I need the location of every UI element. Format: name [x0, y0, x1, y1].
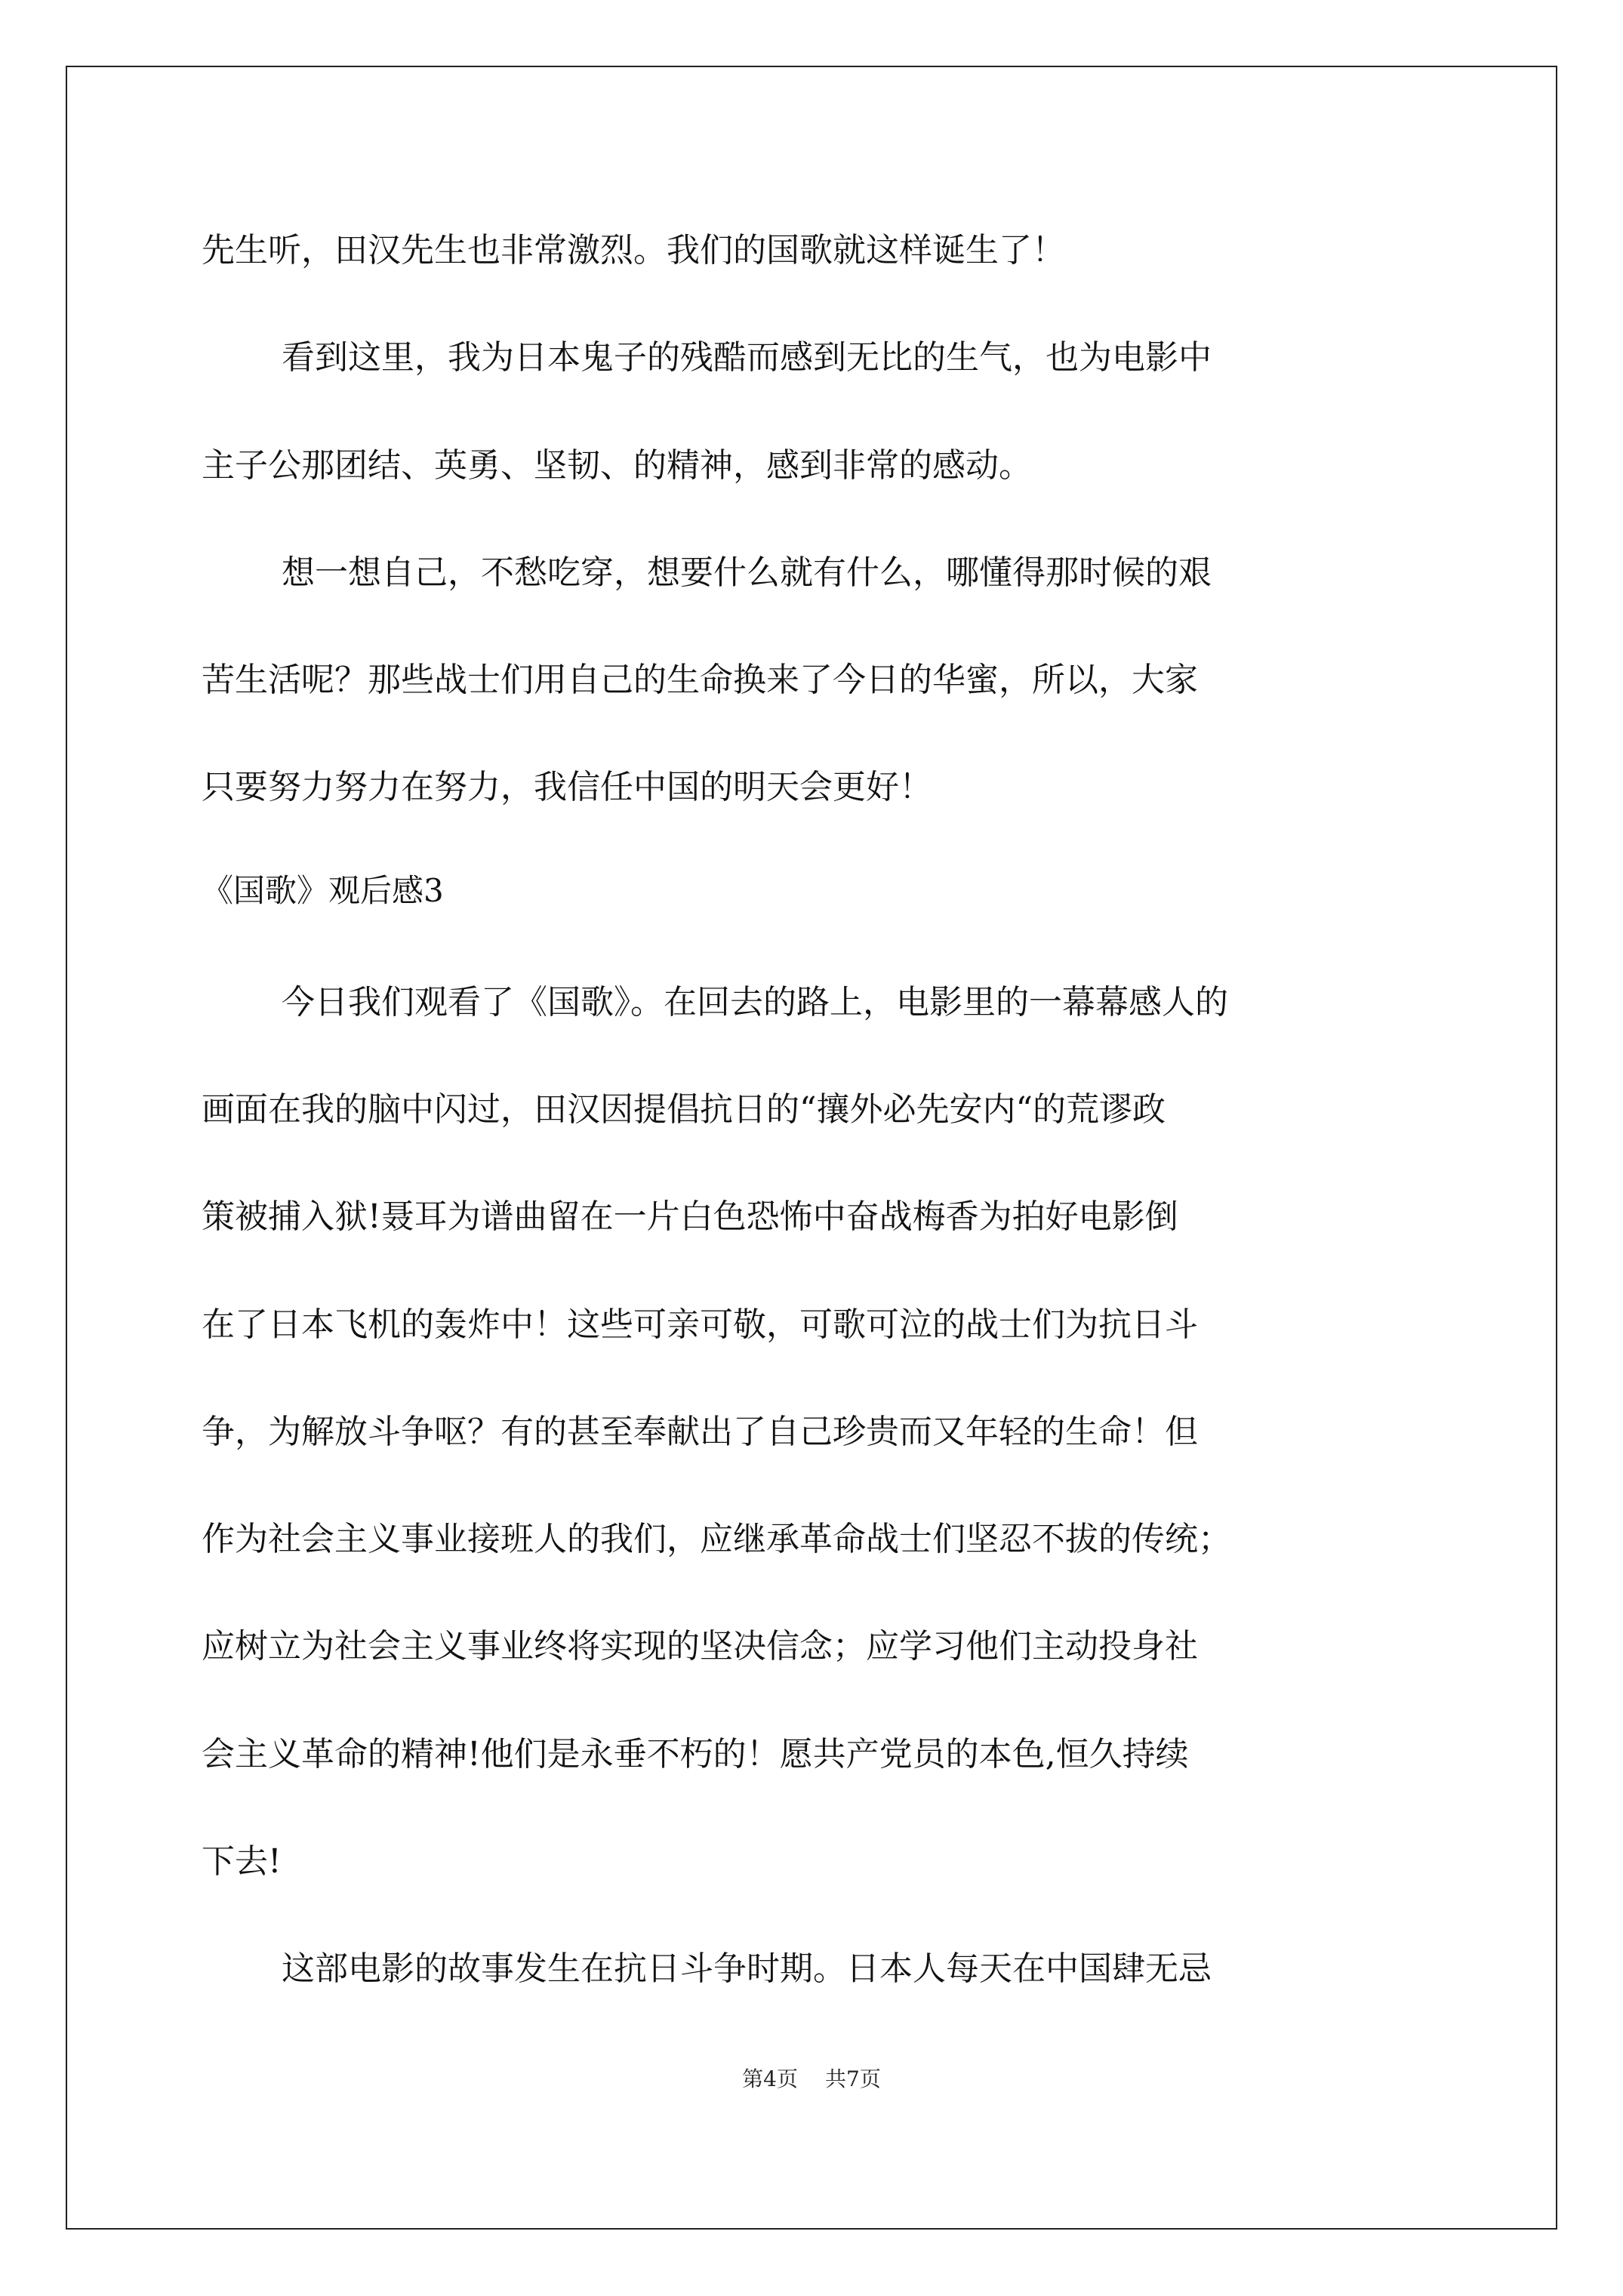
- text-line: 看到这里，我为日本鬼子的残酷而感到无比的生气，也为电影中: [282, 338, 1212, 377]
- text-line: 作为社会主义事业接班人的我们，应继承革命战士们坚忍不拔的传统；: [202, 1520, 1231, 1558]
- text-line: 主子公那团结、英勇、坚韧、的精神，感到非常的感动。: [202, 446, 1032, 485]
- page-total: 共7页: [825, 2066, 881, 2091]
- text-line: 只要努力努力在努力，我信任中国的明天会更好！: [202, 768, 932, 806]
- text-line: 想一想自己，不愁吃穿，想要什么就有什么，哪懂得那时候的艰: [282, 553, 1212, 592]
- text-line: 在了日本飞机的轰炸中！这些可亲可敬，可歌可泣的战士们为抗日斗: [202, 1305, 1198, 1344]
- text-line: 今日我们观看了《国歌》。在回去的路上，电影里的一幕幕感人的: [282, 983, 1228, 1022]
- text-line: 这部电影的故事发生在抗日斗争时期。日本人每天在中国肆无忌: [282, 1949, 1212, 1988]
- page-number: 第4页: [742, 2066, 798, 2091]
- section-heading: 《国歌》观后感3: [202, 872, 444, 909]
- text-line: 苦生活呢？那些战士们用自己的生命换来了今日的华蜜，所以，大家: [202, 661, 1198, 699]
- page-border: [66, 66, 1557, 2230]
- text-line: 策被捕入狱!聂耳为谱曲留在一片白色恐怖中奋战梅香为拍好电影倒: [202, 1197, 1178, 1236]
- text-line: 画面在我的脑中闪过，田汉因提倡抗日的“攘外必先安内“的荒谬政: [202, 1090, 1166, 1129]
- page-footer: [0, 2066, 1623, 2093]
- text-line: 会主义革命的精神!他们是永垂不朽的！愿共产党员的本色,恒久持续: [202, 1735, 1189, 1774]
- text-line: 下去!: [202, 1842, 282, 1881]
- text-line: 争，为解放斗争呕？有的甚至奉献出了自己珍贵而又年轻的生命！但: [202, 1413, 1198, 1451]
- text-line: 应树立为社会主义事业终将实现的坚决信念；应学习他们主动投身社: [202, 1627, 1198, 1666]
- text-line: 先生听，田汉先生也非常激烈。我们的国歌就这样诞生了！: [202, 231, 1065, 270]
